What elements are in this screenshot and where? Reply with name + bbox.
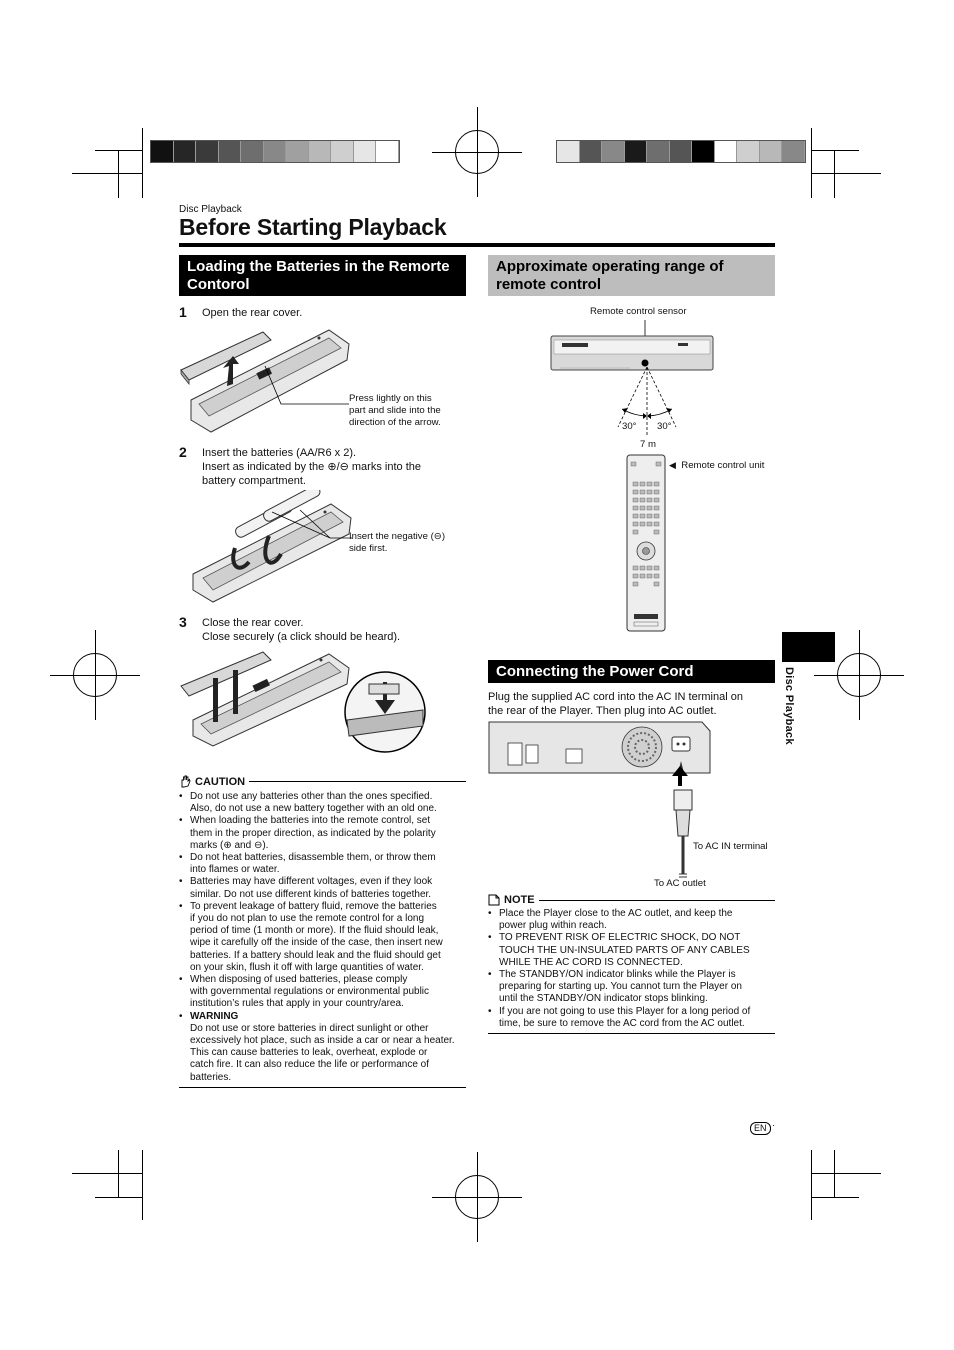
step-2-text: Insert the batteries (AA/R6 x 2). Insert as indicated by the ⊕/⊖ marks into the battery compartment. (202, 447, 421, 487)
registration-mark-right (837, 653, 881, 697)
note-item: • If you are not going to use this Player for a long period of time, be sure to remove the AC cord from the AC outlet. (488, 1006, 778, 1030)
note-item: • The STANDBY/ON indicator blinks while the Player is preparing for starting up. You cannot turn the Player on until the STANDBY/ON indicator stops blinking. (488, 969, 778, 1006)
color-swatch (331, 141, 354, 162)
step-2-number: 2 (179, 444, 187, 460)
color-swatch (354, 141, 377, 162)
note-bottom-rule (488, 1033, 775, 1034)
color-swatch (692, 141, 715, 162)
pointer-triangle-icon: ◀ (669, 460, 676, 470)
color-swatch (737, 141, 760, 162)
color-swatch (286, 141, 309, 162)
note-header (488, 894, 775, 906)
angle-left-label: 30° (622, 421, 637, 432)
ac-in-label: To AC IN terminal (693, 841, 768, 852)
color-swatch (264, 141, 287, 162)
step-1-number: 1 (179, 304, 187, 320)
note-label: NOTE (504, 894, 535, 906)
step-3-number: 3 (179, 614, 187, 630)
caution-item: • Do not use any batteries other than the ones specified. Also, do not use a new battery together with an old one. (179, 791, 469, 815)
step-3-text: Close the rear cover. Close securely (a click should be heard). (202, 617, 401, 643)
language-badge: EN (750, 1122, 771, 1135)
color-swatch (151, 141, 174, 162)
page-title: Before Starting Playback (179, 214, 447, 240)
color-swatch (782, 141, 805, 162)
ac-cord-illustration (668, 766, 698, 881)
color-swatch (376, 141, 399, 162)
note-item: • TO PREVENT RISK OF ELECTRIC SHOCK, DO NOT TOUCH THE UN-INSULATED PARTS OF ANY CABLES WHILE THE AC CORD IS CONNECTED. (488, 932, 778, 969)
angle-right-label: 30° (657, 421, 672, 432)
range-angle-diagram (600, 363, 695, 443)
range-section-heading: Approximate operating range of remote control (488, 255, 775, 296)
callout-leader-2 (270, 508, 354, 548)
close-cover-illustration (179, 648, 351, 748)
note-icon (488, 894, 500, 906)
remote-control-illustration (626, 454, 668, 634)
color-swatch (196, 141, 219, 162)
step-1-text: Open the rear cover. (202, 307, 303, 319)
remote-unit-label: ◀ Remote control unit (669, 460, 765, 471)
distance-label: 7 m (640, 439, 656, 450)
side-tab (782, 632, 835, 662)
right-colorbar (556, 140, 806, 163)
callout-leader-1 (263, 364, 353, 408)
caution-bottom-rule (179, 1087, 466, 1088)
color-swatch (241, 141, 264, 162)
caution-item: • Do not heat batteries, disassemble them, or throw them into flames or water. (179, 852, 469, 876)
caution-hand-icon (179, 775, 192, 788)
warning-item: • WARNING Do not use or store batteries in direct sunlight or other excessively hot place, such as inside a car or near a heater. This can cause batteries to leak, overheat, explode or catch fire. It can also reduce the life or performance of batteries. (179, 1011, 469, 1084)
registration-mark-top (455, 130, 499, 174)
note-list (488, 908, 778, 1030)
color-swatch (760, 141, 783, 162)
registration-mark-bottom (455, 1175, 499, 1219)
color-swatch (625, 141, 648, 162)
registration-mark-left (73, 653, 117, 697)
ac-outlet-label: To AC outlet (654, 878, 706, 889)
note-item: • Place the Player close to the AC outlet, and keep the power plug within reach. (488, 908, 778, 932)
caution-item: • When loading the batteries into the remote control, set them in the proper direction, as indicated by the polarity marks (⊕ and ⊖). (179, 815, 469, 852)
power-section-heading: Connecting the Power Cord (488, 660, 775, 683)
color-swatch (715, 141, 738, 162)
color-swatch (557, 141, 580, 162)
battery-section-heading: Loading the Batteries in the Remorte Contorol (179, 255, 466, 296)
click-detail-circle (343, 670, 427, 754)
color-swatch (219, 141, 242, 162)
caution-item: • Batteries may have different voltages, even if they look similar. Do not use different kinds of batteries together. (179, 876, 469, 900)
left-colorbar (150, 140, 400, 163)
sensor-label: Remote control sensor (590, 306, 687, 317)
side-tab-label: Disc Playback (783, 667, 795, 745)
color-swatch (309, 141, 332, 162)
power-instructions: Plug the supplied AC cord into the AC IN terminal on the rear of the Player. Then plug into AC outlet. (488, 691, 743, 717)
caution-label: CAUTION (195, 775, 246, 788)
color-swatch (647, 141, 670, 162)
color-swatch (174, 141, 197, 162)
title-rule (179, 243, 775, 247)
caution-list (179, 791, 469, 1084)
color-swatch (580, 141, 603, 162)
warning-label: • WARNING (190, 1010, 239, 1022)
press-callout: Press lightly on this part and slide into the direction of the arrow. (349, 393, 441, 428)
caution-header (179, 775, 466, 788)
caution-item: • To prevent leakage of battery fluid, remove the batteries if you do not plan to use the remote control for a long period of time (1 month or more). If the fluid should leak, wipe it carefully off the inside of the case, then insert new batteries. If a battery should leak and the fluid should get on your skin, flush it off with large quantities of water. (179, 901, 469, 974)
color-swatch (602, 141, 625, 162)
color-swatch (670, 141, 693, 162)
section-label: Disc Playback (179, 204, 242, 215)
negative-callout: Insert the negative (⊖) side first. (349, 531, 446, 554)
page-suffix: · (772, 1120, 776, 1131)
caution-item: • When disposing of used batteries, please comply with governmental regulations or environmental public institution’s rules that apply in your country/area. (179, 974, 469, 1011)
